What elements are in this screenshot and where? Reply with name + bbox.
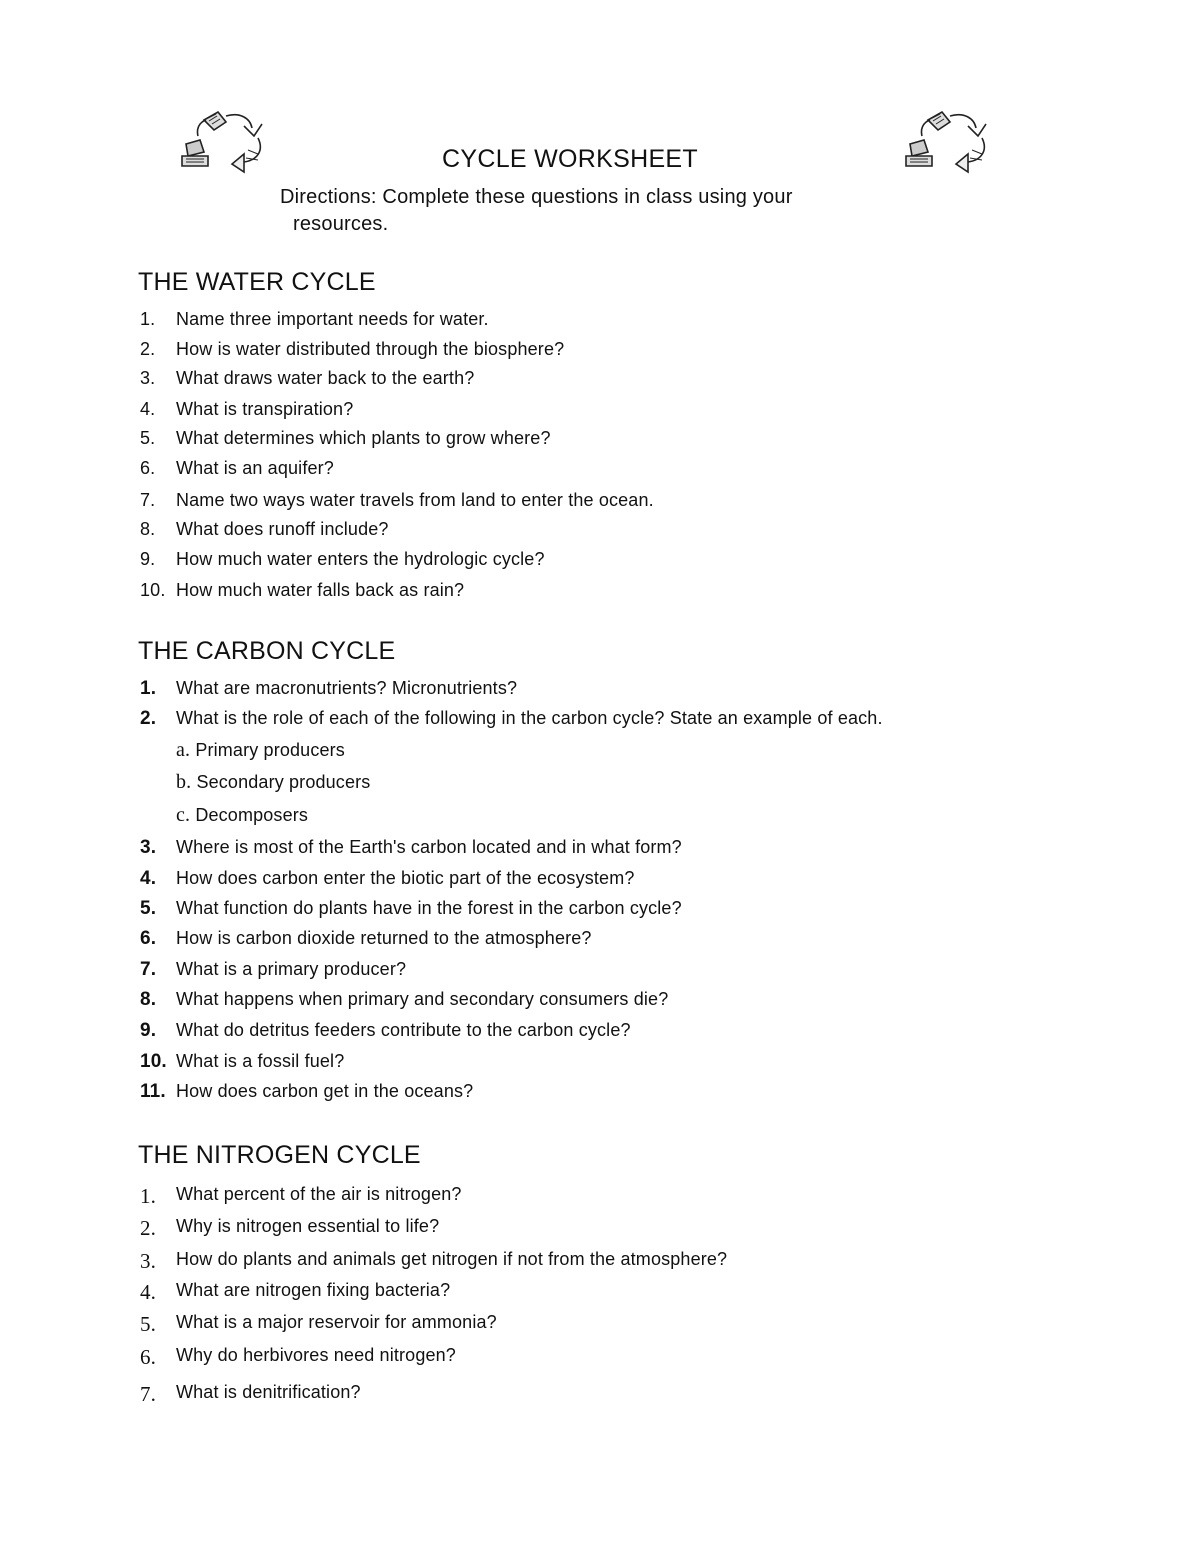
section-title-carbon: THE CARBON CYCLE xyxy=(138,637,396,665)
section-title-water: THE WATER CYCLE xyxy=(138,268,376,296)
directions-line-2: resources. xyxy=(293,213,389,235)
sub-item: c. Decomposers xyxy=(176,804,309,826)
directions xyxy=(280,184,880,238)
sub-item: b. Secondary producers xyxy=(176,771,371,793)
sub-item: a. Primary producers xyxy=(176,739,345,761)
directions-line-1: Directions: Complete these questions in class using your xyxy=(280,186,793,208)
page-title: CYCLE WORKSHEET xyxy=(442,145,698,173)
section-title-nitrogen: THE NITROGEN CYCLE xyxy=(138,1141,421,1169)
